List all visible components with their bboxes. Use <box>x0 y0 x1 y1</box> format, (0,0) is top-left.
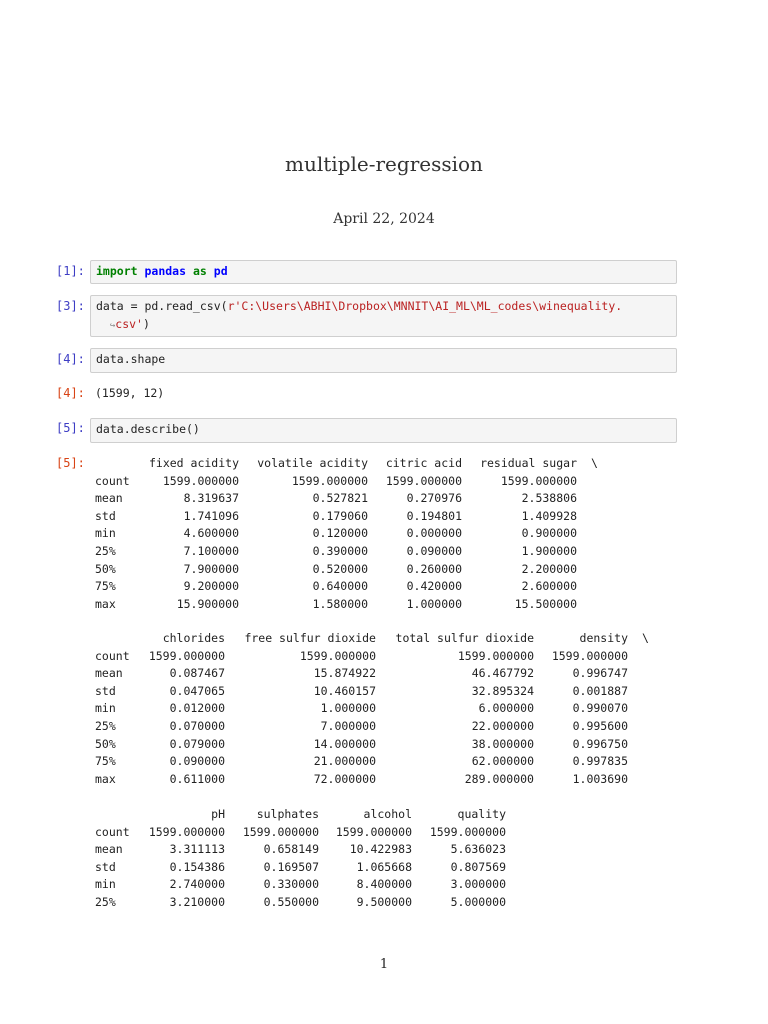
table-cell: 0.527821 <box>312 491 368 506</box>
table-row <box>95 824 506 842</box>
table-row <box>95 525 607 543</box>
table-row <box>95 841 506 859</box>
keyword-import: import <box>96 264 138 278</box>
column-header: free sulfur dioxide <box>244 631 376 645</box>
table-cell: 1599.000000 <box>500 473 577 488</box>
table-cell: 72.000000 <box>313 771 376 786</box>
table-cell: 0.997835 <box>572 754 628 769</box>
table-header-row <box>95 806 506 824</box>
table-row <box>95 665 658 683</box>
input-prompt: [1]: <box>56 264 85 278</box>
table-cell: 10.422983 <box>349 842 412 857</box>
table-cell: 1599.000000 <box>291 473 368 488</box>
table-cell: 0.079000 <box>169 736 225 751</box>
column-header: pH <box>211 807 225 821</box>
column-header: residual sugar <box>480 456 577 470</box>
row-label: min <box>95 877 116 892</box>
table-cell: 1.000000 <box>406 596 462 611</box>
table-row <box>95 771 658 789</box>
table-cell: 1.003690 <box>572 771 628 786</box>
table-cell: 0.996747 <box>572 666 628 681</box>
table-cell: 0.640000 <box>312 579 368 594</box>
keyword-as: as <box>192 264 207 278</box>
column-header: total sulfur dioxide <box>395 631 534 645</box>
row-label: count <box>95 473 130 488</box>
table-cell: 3.311113 <box>169 842 225 857</box>
column-header: citric acid <box>385 456 462 470</box>
table-cell: 2.538806 <box>521 491 577 506</box>
table-cell: 1599.000000 <box>299 648 376 663</box>
code-line <box>96 316 671 336</box>
continuation-backslash: \ <box>642 631 649 645</box>
table-cell: 0.169507 <box>263 859 319 874</box>
table-cell: 14.000000 <box>313 736 376 751</box>
input-prompt: [3]: <box>56 299 85 313</box>
table-cell: 0.001887 <box>572 683 628 698</box>
table-cell: 1599.000000 <box>457 648 534 663</box>
table-cell: 0.996750 <box>572 736 628 751</box>
output-prompt: [5]: <box>56 456 85 470</box>
code-cell[interactable] <box>90 260 677 284</box>
table-row <box>95 596 607 614</box>
table-cell: 1.409928 <box>521 508 577 523</box>
table-cell: 1.000000 <box>320 701 376 716</box>
table-cell: 8.400000 <box>356 877 412 892</box>
table-row <box>95 894 506 912</box>
table-cell: 0.120000 <box>312 526 368 541</box>
column-header: quality <box>457 807 506 821</box>
table-cell: 0.520000 <box>312 561 368 576</box>
table-cell: 0.420000 <box>406 579 462 594</box>
table-cell: 2.600000 <box>521 579 577 594</box>
table-cell: 10.460157 <box>313 683 376 698</box>
table-cell: 2.740000 <box>169 877 225 892</box>
table-cell: 5.636023 <box>450 842 506 857</box>
code-cell[interactable] <box>90 348 677 373</box>
table-row <box>95 578 607 596</box>
row-label: mean <box>95 491 123 506</box>
table-cell: 0.179060 <box>312 508 368 523</box>
describe-table-block <box>95 455 607 613</box>
input-prompt: [5]: <box>56 421 85 435</box>
row-label: std <box>95 683 116 698</box>
describe-table-block <box>95 630 658 788</box>
table-cell: 0.995600 <box>572 718 628 733</box>
row-label: 25% <box>95 543 116 558</box>
module-name: pandas <box>144 264 187 278</box>
table-cell: 1.065668 <box>356 859 412 874</box>
table-row <box>95 683 658 701</box>
table-cell: 0.154386 <box>169 859 225 874</box>
table-header-row <box>95 455 607 473</box>
document-title: multiple-regression <box>285 152 483 176</box>
column-header: fixed acidity <box>148 456 239 470</box>
table-cell: 21.000000 <box>313 754 376 769</box>
table-cell: 7.100000 <box>183 543 239 558</box>
column-header: alcohol <box>363 807 412 821</box>
table-cell: 7.000000 <box>320 718 376 733</box>
row-label: 75% <box>95 754 116 769</box>
string-literal: r'C:\Users\ABHI\Dropbox\MNNIT\AI_ML\ML_codes\winequality. <box>227 299 623 313</box>
table-cell: 1599.000000 <box>148 648 225 663</box>
table-cell: 1599.000000 <box>429 824 506 839</box>
output-text: (1599, 12) <box>95 386 165 400</box>
code-line: data.describe() <box>96 422 200 436</box>
table-cell: 46.467792 <box>471 666 534 681</box>
table-row <box>95 508 607 526</box>
table-row <box>95 543 607 561</box>
row-label: max <box>95 596 116 611</box>
code-line <box>96 263 671 281</box>
column-header: chlorides <box>162 631 225 645</box>
code-line <box>96 298 671 316</box>
table-cell: 38.000000 <box>471 736 534 751</box>
row-label: min <box>95 701 116 716</box>
code-text: ) <box>142 316 150 331</box>
table-cell: 0.550000 <box>263 894 319 909</box>
table-cell: 0.087467 <box>169 666 225 681</box>
continuation-backslash: \ <box>591 456 598 470</box>
table-cell: 0.000000 <box>406 526 462 541</box>
document-date: April 22, 2024 <box>333 211 435 227</box>
row-label: min <box>95 526 116 541</box>
table-cell: 15.874922 <box>313 666 376 681</box>
describe-table <box>95 455 607 613</box>
table-row <box>95 648 658 666</box>
table-row <box>95 859 506 877</box>
line-continuation-arrow-icon: ↪ <box>109 320 116 331</box>
table-cell: 4.600000 <box>183 526 239 541</box>
table-cell: 5.000000 <box>450 894 506 909</box>
row-label: 25% <box>95 894 116 909</box>
table-cell: 0.070000 <box>169 718 225 733</box>
input-prompt: [4]: <box>56 352 85 366</box>
code-cell[interactable] <box>90 295 677 337</box>
row-label: 50% <box>95 561 116 576</box>
table-cell: 32.895324 <box>471 683 534 698</box>
row-label: 50% <box>95 736 116 751</box>
column-header: density <box>579 631 628 645</box>
table-cell: 0.658149 <box>263 842 319 857</box>
table-cell: 1599.000000 <box>148 824 225 839</box>
table-cell: 0.900000 <box>521 526 577 541</box>
table-cell: 1.580000 <box>312 596 368 611</box>
table-cell: 3.210000 <box>169 894 225 909</box>
describe-table-block <box>95 806 506 912</box>
table-cell: 0.090000 <box>406 543 462 558</box>
describe-table <box>95 630 658 788</box>
table-cell: 15.500000 <box>514 596 577 611</box>
row-label: std <box>95 508 116 523</box>
row-label: max <box>95 771 116 786</box>
table-cell: 3.000000 <box>450 877 506 892</box>
describe-table <box>95 806 506 912</box>
output-prompt: [4]: <box>56 386 85 400</box>
table-cell: 0.270976 <box>406 491 462 506</box>
table-cell: 1599.000000 <box>335 824 412 839</box>
string-literal: csv' <box>115 316 143 331</box>
table-row <box>95 736 658 754</box>
table-row <box>95 718 658 736</box>
table-cell: 2.200000 <box>521 561 577 576</box>
table-cell: 0.012000 <box>169 701 225 716</box>
row-label: mean <box>95 666 123 681</box>
table-row <box>95 561 607 579</box>
page-number: 1 <box>379 957 389 972</box>
table-cell: 9.500000 <box>356 894 412 909</box>
table-cell: 1.900000 <box>521 543 577 558</box>
table-cell: 1599.000000 <box>385 473 462 488</box>
table-row <box>95 753 658 771</box>
table-cell: 7.900000 <box>183 561 239 576</box>
table-cell: 0.194801 <box>406 508 462 523</box>
column-header: sulphates <box>256 807 319 821</box>
table-cell: 0.807569 <box>450 859 506 874</box>
table-cell: 9.200000 <box>183 579 239 594</box>
table-cell: 0.611000 <box>169 771 225 786</box>
table-row <box>95 876 506 894</box>
table-cell: 6.000000 <box>478 701 534 716</box>
code-line: data.shape <box>96 352 166 366</box>
table-cell: 0.990070 <box>572 701 628 716</box>
table-cell: 15.900000 <box>176 596 239 611</box>
table-row <box>95 700 658 718</box>
table-cell: 289.000000 <box>464 771 534 786</box>
table-header-row <box>95 630 658 648</box>
module-alias: pd <box>213 264 228 278</box>
row-label: std <box>95 859 116 874</box>
table-cell: 1.741096 <box>183 508 239 523</box>
row-label: count <box>95 824 130 839</box>
table-cell: 0.047065 <box>169 683 225 698</box>
code-text: data = pd.read_csv( <box>96 299 228 313</box>
table-cell: 0.260000 <box>406 561 462 576</box>
code-cell[interactable] <box>90 418 677 443</box>
table-row <box>95 473 607 491</box>
table-cell: 0.330000 <box>263 877 319 892</box>
table-cell: 62.000000 <box>471 754 534 769</box>
table-cell: 22.000000 <box>471 718 534 733</box>
row-label: 75% <box>95 579 116 594</box>
table-row <box>95 490 607 508</box>
row-label: mean <box>95 842 123 857</box>
row-label: 25% <box>95 718 116 733</box>
row-label: count <box>95 648 130 663</box>
table-cell: 8.319637 <box>183 491 239 506</box>
table-cell: 1599.000000 <box>162 473 239 488</box>
column-header: volatile acidity <box>257 456 368 470</box>
table-cell: 1599.000000 <box>242 824 319 839</box>
table-cell: 1599.000000 <box>551 648 628 663</box>
table-cell: 0.390000 <box>312 543 368 558</box>
table-cell: 0.090000 <box>169 754 225 769</box>
